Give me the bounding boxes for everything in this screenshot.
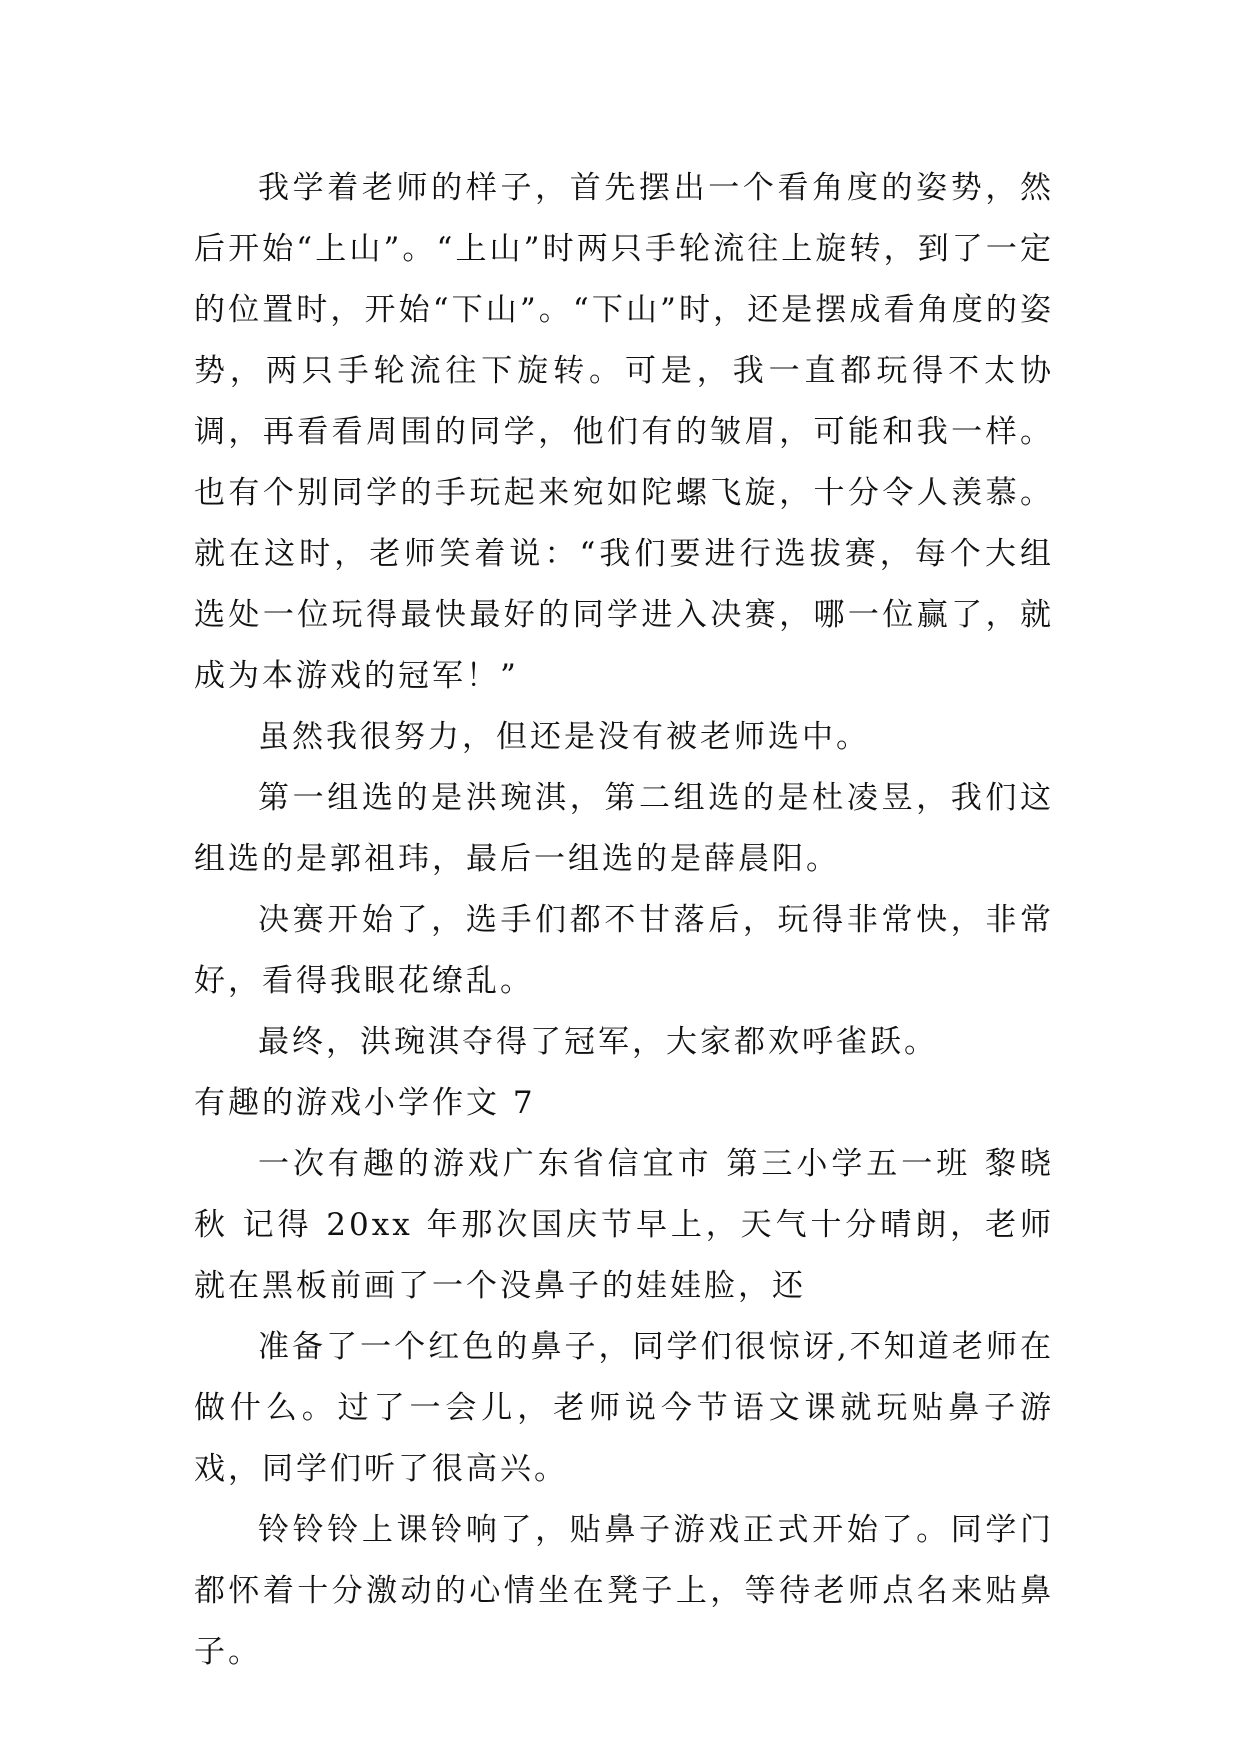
paragraph-intro: 一次有趣的游戏广东省信宜市 第三小学五一班 黎晓秋 记得 20xx 年那次国庆节早上，天气十分晴朗，老师就在黑板前画了一个没鼻子的娃娃脸，还 — [194, 1146, 1054, 1304]
paragraph-group-selection: 第一组选的是洪琬淇，第二组选的是杜凌昱，我们这组选的是郭祖玮，最后一组选的是薛晨阳。 — [194, 780, 1054, 877]
section-heading: 有趣的游戏小学作文 7 — [194, 1085, 536, 1121]
paragraph-final-match: 决赛开始了，选手们都不甘落后，玩得非常快，非常好，看得我眼花缭乱。 — [194, 902, 1054, 999]
paragraph-red-nose: 准备了一个红色的鼻子，同学们很惊讶,不知道老师在做什么。过了一会儿，老师说今节语文课就玩贴鼻子游戏，同学们听了很高兴。 — [194, 1329, 1054, 1487]
document-body — [194, 158, 1054, 1683]
paragraph-learning-game: 我学着老师的样子，首先摆出一个看角度的姿势，然后开始“上山”。“上山”时两只手轮流往上旋转，到了一定的位置时，开始“下山”。“下山”时，还是摆成看角度的姿势，两只手轮流往下旋转。可是，我一直都玩得不太协调，再看看周围的同学，他们有的皱眉，可能和我一样。也有个别同学的手玩起来宛如陀螺飞旋，十分令人羡慕。就在这时，老师笑着说：“我们要进行选拔赛，每个大组选处一位玩得最快最好的同学进入决赛，哪一位赢了，就成为本游戏的冠军！” — [194, 170, 1054, 694]
paragraph-not-selected: 虽然我很努力，但还是没有被老师选中。 — [258, 719, 870, 755]
paragraph-champion: 最终，洪琬淇夺得了冠军，大家都欢呼雀跃。 — [258, 1024, 938, 1060]
paragraph-game-start: 铃铃铃上课铃响了，贴鼻子游戏正式开始了。同学门都怀着十分激动的心情坐在凳子上，等待老师点名来贴鼻子。 — [194, 1512, 1054, 1670]
